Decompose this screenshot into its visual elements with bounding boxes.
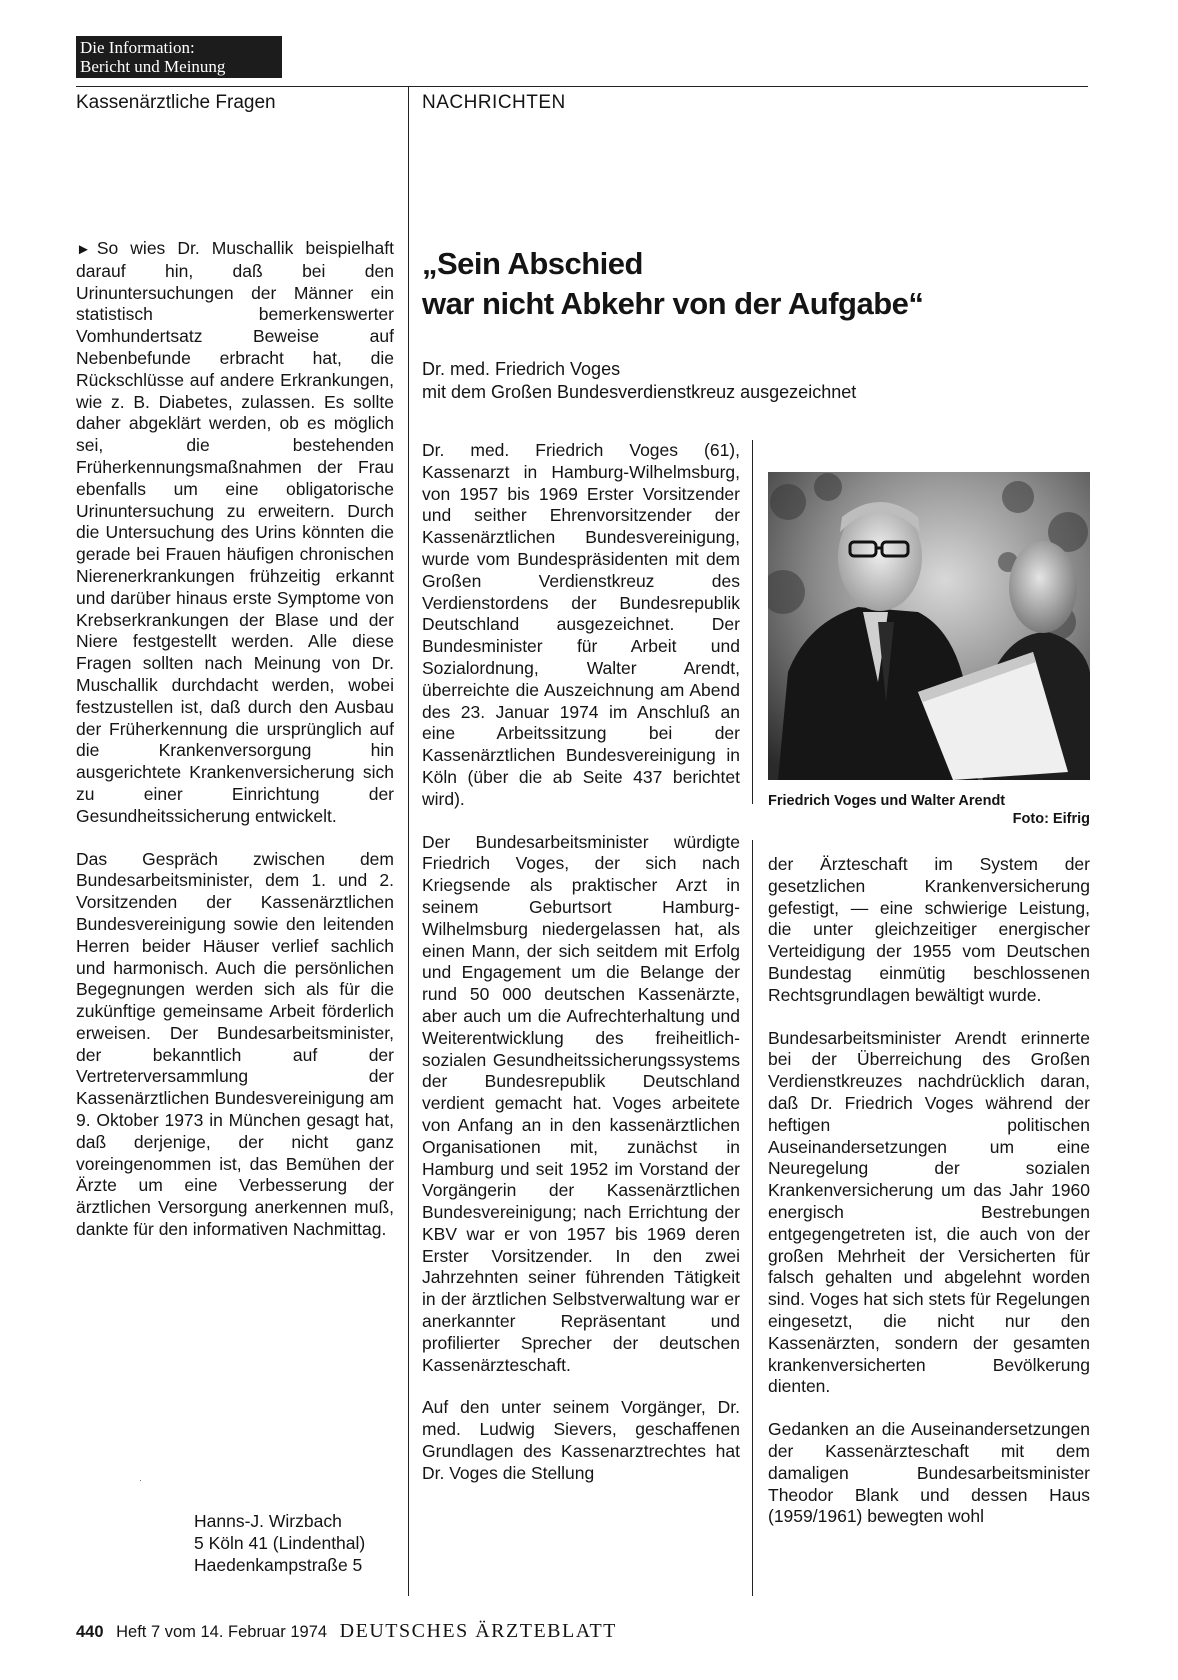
left-paragraph-1-text: So wies Dr. Muschallik beispielhaft darauf hin, daß bei den Urinuntersuchungen der Männer ein statistisch bemerkenswerter Vomhundertsatz Beweise auf Nebenbefunde erbracht hat, die Rückschlüsse auf andere Erkrankungen, wie z. B. Diabetes, zulassen. Es sollte daher abgeklärt werden, ob es möglich sei, die bestehenden Früherkennungsmaßnahmen der Frau ebenfalls um eine obligatorische Urinuntersuchung zu erweitern. Durch die Untersuchung des Urins könnten die gerade bei Frauen häufigen chronischen Nierenerkrankungen frühzeitig erkannt und darüber hinaus erste Symptome von Krebserkrankungen der Blase und der Niere festgestellt werden. Alle diese Fragen sollten nach Meinung von Dr. Muschallik durchdacht werden, wobei festzustellen ist, daß durch den Ausbau der Früherkennung die ursprünglich auf die Krankenversorgung hin ausgerichtete Krankenversicherung sich zu einer Einrichtung der Gesundheitssicherung entwickelt.	[76, 238, 394, 826]
caption-text: Friedrich Voges und Walter Arendt	[768, 793, 1006, 809]
photo-illustration	[768, 472, 1090, 780]
article-subhead	[422, 358, 856, 404]
arrow-bullet-icon: ►	[76, 241, 91, 258]
author-address	[194, 1510, 365, 1576]
right-paragraph-3: Gedanken an die Auseinandersetzungen der Kassenärzteschaft mit dem damaligen Bundesarbeitsminister Theodor Blank und dessen Haus (1959/1961) bewegten wohl	[768, 1419, 1090, 1527]
subhead-line-1: Dr. med. Friedrich Voges	[422, 359, 621, 379]
page-number: 440	[76, 1623, 104, 1641]
column-divider-right-lower	[752, 840, 753, 1596]
author-street: Haedenkampstraße 5	[194, 1555, 363, 1575]
section-label-right: NACHRICHTEN	[422, 92, 566, 113]
column-divider-left	[408, 86, 409, 1596]
header-rule	[76, 86, 1088, 87]
badge-line-2: Bericht und Meinung	[80, 57, 226, 76]
article-photo	[768, 472, 1090, 780]
right-paragraph-1: der Ärzteschaft im System der gesetzlichen Krankenversicherung gefestigt, — eine schwierige Leistung, die unter gleichzeitiger energischer Verteidigung der 1955 vom Deutschen Bundestag einmütig beschlossenen Rechtsgrundlagen bewältigt wurde.	[768, 854, 1090, 1005]
section-label-left: Kassenärztliche Fragen	[76, 92, 276, 113]
middle-paragraph-1: Dr. med. Friedrich Voges (61), Kassenarzt in Hamburg-Wilhelmsburg, von 1957 bis 1969 Erster Vorsitzender und seither Ehrenvorsitzender der Kassenärztlichen Bundesvereinigung, wurde vom Bundespräsidenten mit dem Großen Verdienstkreuz des Verdienstordens der Bundesrepublik Deutschland ausgezeichnet. Der Bundesminister für Arbeit und Sozialordnung, Walter Arendt, überreichte die Auszeichnung am Abend des 23. Januar 1974 im Anschluß an eine Arbeitssitzung bei der Kassenärztlichen Bundesvereinigung in Köln (über die ab Seite 437 berichtet wird).	[422, 440, 740, 809]
left-column	[76, 238, 394, 1241]
left-paragraph-2: Das Gespräch zwischen dem Bundesarbeitsminister, dem 1. und 2. Vorsitzenden der Kassenärztlichen Bundesvereinigung sowie den leitenden Herren beider Häuser verlief sachlich und harmonisch. Auch die persönlichen Begegnungen werden sich als für die zukünftige gemeinsame Arbeit förderlich erweisen. Der Bundesarbeitsminister, der bekanntlich auf der Vertreterversammlung der Kassenärztlichen Bundesvereinigung am 9. Oktober 1973 in München gesagt hat, daß derjenige, der nicht ganz voreingenommen ist, das Bemühen der Ärzte um eine Verbesserung der ärztlichen Versorgung anerkennen muß, dankte für den informativen Nachmittag.	[76, 848, 394, 1240]
page-footer	[76, 1620, 617, 1643]
article-headline	[422, 244, 1082, 324]
column-divider-right-upper	[752, 440, 753, 804]
right-paragraph-2: Bundesarbeitsminister Arendt erinnerte bei der Überreichung des Großen Verdienstkreuzes nachdrücklich daran, daß Dr. Friedrich Voges während der heftigen politischen Auseinandersetzungen um eine Neuregelung der sozialen Krankenversicherung um das Jahr 1960 energisch Bestrebungen entgegengetreten ist, die auch von der großen Mehrheit der Versicherten für falsch gehalten und abgelehnt worden sind. Voges hat sich stets für Regelungen eingesetzt, die nicht nur den Kassenärzten, sondern der gesamten krankenversicherten Bevölkerung dienten.	[768, 1027, 1091, 1397]
section-badge	[76, 36, 282, 78]
photo-credit: Foto: Eifrig	[1012, 811, 1090, 827]
subhead-line-2: mit dem Großen Bundesverdienstkreuz ausgezeichnet	[422, 382, 857, 402]
issue-line: Heft 7 vom 14. Februar 1974	[116, 1623, 328, 1641]
headline-line-2: war nicht Abkehr von der Aufgabe“	[422, 286, 924, 321]
stray-mark	[140, 1480, 141, 1481]
middle-paragraph-3: Auf den unter seinem Vorgänger, Dr. med. Ludwig Sievers, geschaffenen Grundlagen des Kassenarztrechtes hat Dr. Voges die Stellung	[422, 1397, 740, 1483]
right-column	[768, 854, 1090, 1528]
middle-paragraph-2: Der Bundesarbeitsminister würdigte Friedrich Voges, der sich nach Kriegsende als praktischer Arzt in seinem Geburtsort Hamburg-Wilhelmsburg niedergelassen hat, als einen Mann, der sich seitdem mit Erfolg und Engagement um die Belange der rund 50 000 deutschen Kassenärzte, aber auch um die Aufrechterhaltung und Weiterentwicklung des freiheitlich-sozialen Gesundheitssicherungssystems der Bundesrepublik Deutschland verdient gemacht hat. Voges arbeitete von Anfang an in den kassenärztlichen Organisationen mit, zunächst in Hamburg und seit 1952 im Vorstand der Vorgängerin der Kassenärztlichen Bundesvereinigung; nach Errichtung der KBV war er von 1957 bis 1969 deren Erster Vorsitzender. In den zwei Jahrzehnten seiner führenden Tätigkeit in der ärztlichen Selbstverwaltung war er anerkannter Repräsentant und profilierter Sprecher der deutschen Kassenärzteschaft.	[422, 831, 740, 1375]
masthead: DEUTSCHES ÄRZTEBLATT	[339, 1620, 617, 1642]
headline-line-1: „Sein Abschied	[422, 246, 643, 281]
left-paragraph-1	[76, 238, 394, 828]
middle-column	[422, 440, 740, 1485]
badge-line-1: Die Information:	[80, 38, 195, 57]
author-name: Hanns-J. Wirzbach	[194, 1511, 342, 1531]
author-city: 5 Köln 41 (Lindenthal)	[194, 1533, 366, 1553]
photo-caption	[768, 792, 1090, 828]
